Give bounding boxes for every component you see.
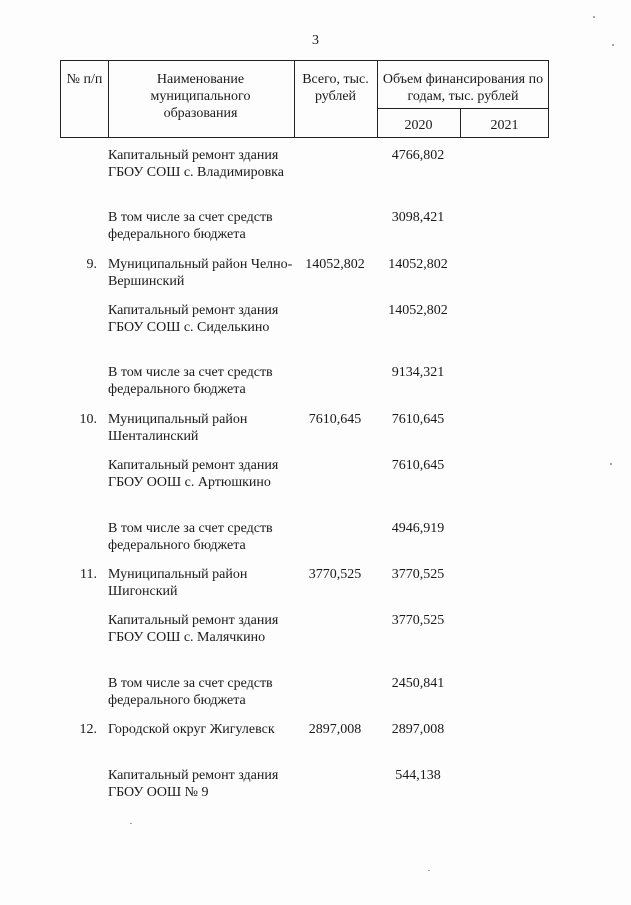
- row-total: 2897,008: [308, 722, 362, 737]
- row-name: В том числе за счет средств федерального бюджета: [108, 521, 273, 553]
- row-value-2020: 2897,008: [391, 722, 445, 737]
- row-total: 14052,802: [305, 257, 365, 272]
- row-name: В том числе за счет средств федерального бюджета: [108, 210, 273, 242]
- row-value-2020: 2450,841: [391, 676, 445, 691]
- header-name: Наименование муниципального образования: [150, 72, 251, 121]
- row-name: Муниципальный район Челно-Вершинский: [108, 257, 293, 289]
- header-year-2021: 2021: [490, 118, 519, 133]
- header-num: № п/п: [66, 72, 103, 87]
- column-divider: [108, 61, 109, 137]
- scan-speck: [610, 463, 612, 465]
- row-total: 7610,645: [308, 412, 362, 427]
- row-name: Муниципальный район Шигонский: [108, 567, 248, 599]
- row-name: В том числе за счет средств федерального бюджета: [108, 676, 273, 708]
- row-value-2020: 14052,802: [388, 257, 448, 272]
- row-number: 10.: [79, 412, 97, 427]
- row-value-2020: 3770,525: [391, 613, 445, 628]
- row-number: 11.: [80, 567, 97, 582]
- page-number: 3: [312, 33, 319, 48]
- row-name: Муниципальный район Шенталинский: [108, 412, 248, 444]
- row-name: Капитальный ремонт здания ГБОУ СОШ с. Владимировка: [108, 148, 284, 180]
- row-value-2020: 4766,802: [391, 148, 445, 163]
- header-total: Всего, тыс. рублей: [302, 72, 369, 104]
- row-value-2020: 4946,919: [391, 521, 445, 536]
- row-number: 12.: [79, 722, 97, 737]
- row-total: 3770,525: [308, 567, 362, 582]
- scan-speck: [593, 16, 595, 18]
- row-divider: [377, 108, 548, 109]
- row-name: Капитальный ремонт здания ГБОУ ООШ с. Артюшкино: [108, 458, 279, 490]
- row-value-2020: 544,138: [395, 768, 441, 783]
- row-value-2020: 14052,802: [388, 303, 448, 318]
- row-name: В том числе за счет средств федерального бюджета: [108, 365, 273, 397]
- row-value-2020: 7610,645: [391, 412, 445, 427]
- row-value-2020: 3770,525: [391, 567, 445, 582]
- header-year-2020: 2020: [404, 118, 433, 133]
- scan-speck: [428, 870, 430, 871]
- table-header: [60, 60, 549, 138]
- row-number: 9.: [86, 257, 97, 272]
- row-value-2020: 9134,321: [391, 365, 445, 380]
- row-name: Капитальный ремонт здания ГБОУ СОШ с. Малячкино: [108, 613, 279, 645]
- scan-speck: [612, 44, 614, 46]
- row-value-2020: 7610,645: [391, 458, 445, 473]
- header-funding: Объем финансирования по годам, тыс. рублей: [382, 72, 544, 104]
- row-name: Капитальный ремонт здания ГБОУ СОШ с. Сиделькино: [108, 303, 279, 335]
- scan-speck: [130, 823, 132, 824]
- row-value-2020: 3098,421: [391, 210, 445, 225]
- row-name: Капитальный ремонт здания ГБОУ ООШ № 9: [108, 768, 279, 800]
- row-name: Городской округ Жигулевск: [108, 722, 275, 737]
